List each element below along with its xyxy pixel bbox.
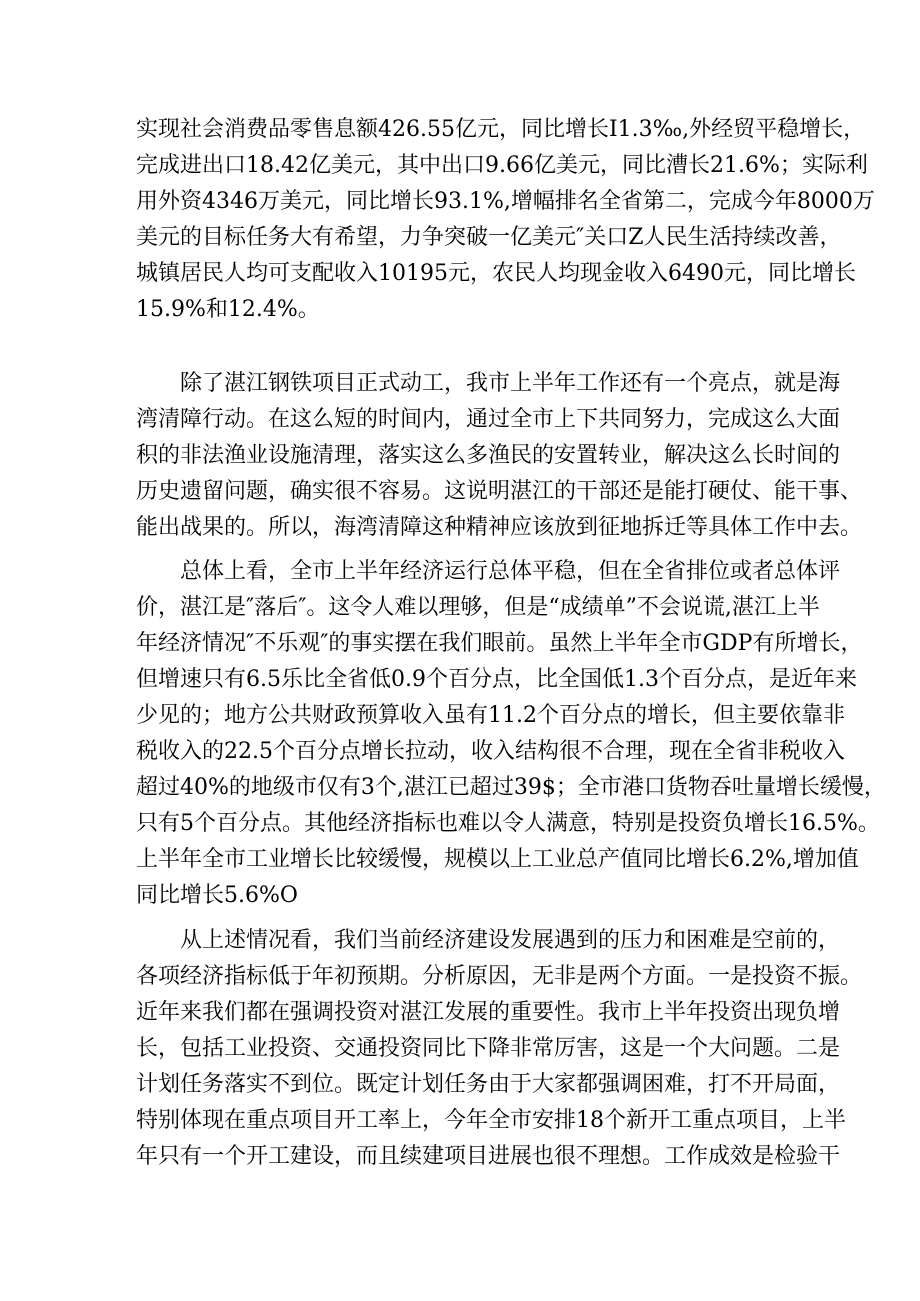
text-line: 税收入的22.5个百分点增长拉动，收入结构很不合理，现在全省非税收入	[136, 739, 845, 764]
text-line: 上半年全市工业增长比较缓慢，规模以上工业总产值同比增长6.2%,增加值	[136, 847, 859, 872]
text-line: 少见的；地方公共财政预算收入虽有11.2个百分点的增长，但主要依靠非	[136, 703, 845, 728]
text-line: 同比增长5.6%O	[136, 883, 298, 908]
text-line: 15.9%和12.4%。	[136, 297, 320, 322]
text-line: 总体上看，全市上半年经济运行总体平稳，但在全省排位或者总体评	[180, 559, 841, 584]
text-line: 能出战果的。所以，海湾清障这种精神应该放到征地拆迁等具体工作中去。	[136, 515, 863, 540]
text-line: 积的非法渔业设施清理，落实这么多渔民的安置转业，解决这么长时间的	[136, 443, 841, 468]
text-line: 超过40%的地级市仅有3个,湛江已超过39$；全市港口货物吞吐量增长缓慢，	[136, 775, 886, 800]
text-line: 但增速只有6.5乐比全省低0.9个百分点，比全国低1.3个百分点，是近年来	[136, 667, 857, 692]
text-line: 用外资4346万美元，同比增长93.1%,增幅排名全省第二，完成今年8000万	[136, 189, 875, 214]
text-line: 长，包括工业投资、交通投资同比下降非常厉害，这是一个大问题。二是	[136, 1036, 841, 1061]
text-line: 实现社会消费品零售息额426.55亿元，同比增长I1.3‰,外经贸平稳增长，	[136, 117, 866, 142]
text-line: 美元的目标任务大有希望，力争突破一亿美元″关口Z人民生活持续改善，	[136, 225, 842, 250]
text-line: 只有5个百分点。其他经济指标也难以令人满意，特别是投资负增长16.5%。	[136, 811, 880, 836]
paragraph-economic-overview	[136, 554, 886, 914]
text-line: 特别体现在重点项目开工率上，今年全市安排18个新开工重点项目，上半	[136, 1108, 846, 1133]
text-line: 年经济情况″不乐观″的事实摆在我们眼前。虽然上半年全市GDP有所增长，	[136, 631, 863, 656]
text-line: 城镇居民人均可支配收入10195元，农民人均现金收入6490元，同比增长	[136, 261, 856, 286]
paragraph-cause-analysis	[136, 923, 863, 1175]
text-line: 湾清障行动。在这么短的时间内，通过全市上下共同努力，完成这么大面	[136, 407, 841, 432]
text-line: 年只有一个开工建设，而且续建项目进展也很不理想。工作成效是检验干	[136, 1144, 841, 1169]
text-line: 历史遗留问题，确实很不容易。这说明湛江的干部还是能打硬仗、能干事、	[136, 479, 863, 504]
text-line: 完成进出口18.42亿美元，其中出口9.66亿美元，同比漕长21.6%；实际利	[136, 153, 868, 178]
paragraph-retail-trade	[136, 112, 875, 328]
text-line: 价，湛江是″落后″。这令人难以理够，但是“成绩单”不会说谎,湛江上半	[136, 595, 820, 620]
text-line: 各项经济指标低于年初预期。分析原因，无非是两个方面。一是投资不振。	[136, 964, 863, 989]
text-line: 近年来我们都在强调投资对湛江发展的重要性。我市上半年投资出现负增	[136, 1000, 841, 1025]
text-line: 从上述情况看，我们当前经济建设发展遇到的压力和困难是空前的，	[180, 928, 841, 953]
paragraph-bay-clearance	[136, 366, 863, 546]
text-line: 除了湛江钢铁项目正式动工，我市上半年工作还有一个亮点，就是海	[180, 371, 841, 396]
text-line: 计划任务落实不到位。既定计划任务由于大家都强调困难，打不开局面，	[136, 1072, 841, 1097]
